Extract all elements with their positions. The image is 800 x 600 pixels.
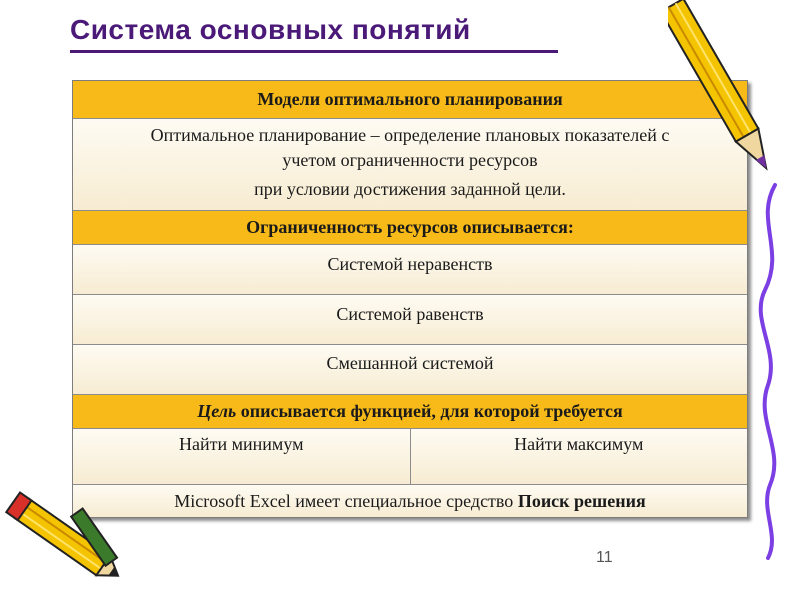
header-goal-function — [73, 395, 747, 429]
squiggle-line — [740, 180, 800, 560]
constraint-inequalities-text: Системой неравенств — [327, 254, 493, 274]
goal-word: Цель — [197, 401, 237, 421]
goal-rest-text: описывается функцией, для которой требуется — [236, 401, 623, 421]
header-optimal-planning-models — [73, 81, 747, 119]
excel-solver-text — [73, 489, 747, 514]
header-resource-limits-text: Ограниченность ресурсов описывается: — [246, 217, 574, 237]
header-optimal-planning-models-text: Модели оптимального планирования — [257, 89, 563, 109]
slide-title: Система основных понятий — [70, 14, 471, 45]
page-number: 11 — [596, 549, 613, 566]
header-resource-limits — [73, 211, 747, 245]
title-underline — [70, 50, 558, 53]
goal-max-cell: Найти максимум — [410, 429, 748, 484]
constraint-row-mixed — [73, 345, 747, 395]
header-goal-function-text — [73, 399, 747, 424]
constraint-mixed-text: Смешанной системой — [326, 353, 494, 373]
concepts-table — [72, 80, 748, 518]
definition-line-3: при условии достижения заданной цели. — [254, 179, 566, 199]
pencil-icon-top-right — [668, 0, 788, 200]
solver-tool-name: Поиск решения — [517, 491, 646, 511]
constraint-equalities-text: Системой равенств — [336, 304, 484, 324]
constraint-row-inequalities — [73, 245, 747, 295]
constraint-row-equalities — [73, 295, 747, 345]
definition-line-2: учетом ограниченности ресурсов — [282, 150, 538, 170]
pencil-icon-bottom-left — [0, 480, 130, 600]
definition-line-1: Оптимальное планирование – определение плановых показателей с — [150, 125, 670, 145]
excel-solver-prefix: Microsoft Excel имеет специальное средство — [174, 491, 518, 511]
definition-cell — [73, 119, 747, 211]
excel-solver-row — [73, 485, 747, 517]
goal-options-row — [73, 429, 747, 485]
goal-min-cell: Найти минимум — [179, 434, 304, 454]
